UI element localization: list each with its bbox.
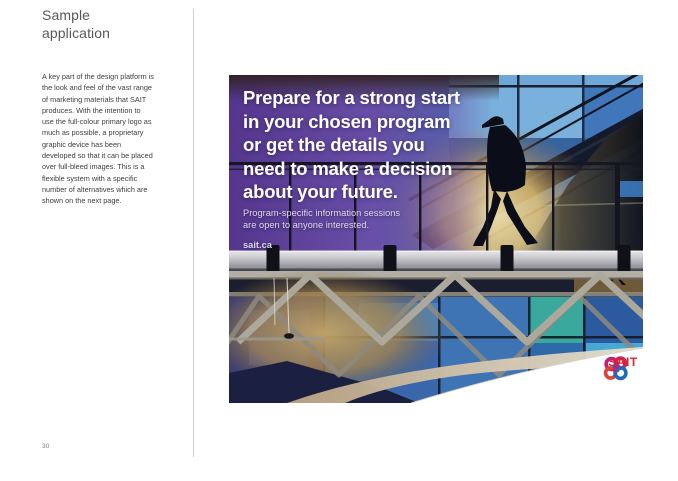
headline-line: or get the details you xyxy=(243,134,425,155)
poster-sample-ad xyxy=(229,75,643,403)
headline-line: Prepare for a strong start xyxy=(243,87,460,108)
poster-headline xyxy=(243,86,460,204)
page-number: 30 xyxy=(42,443,50,450)
headline-line: about your future. xyxy=(243,181,398,202)
subtext-line: are open to anyone interested. xyxy=(243,220,370,230)
poster-url: sait.ca xyxy=(243,240,272,250)
page-title: Sample application xyxy=(42,7,111,41)
headline-line: in your chosen program xyxy=(243,110,451,132)
sait-logo-wordmark: SAIT xyxy=(608,355,638,369)
sait-logo xyxy=(601,355,643,368)
headline-line: need to make a decision xyxy=(243,157,453,179)
subtext-line: Program-specific information sessions xyxy=(243,208,401,218)
divider-line xyxy=(193,9,194,457)
poster-subtext xyxy=(243,207,400,231)
body-text: A key part of the design platform is the look and feel of the vast range of marketing materials that SAIT produces. With the intention to use the full-colour primary logo as much as possible, a proprietary graphic device has been developed so that it can be placed over full-bleed images. This is a flexible system with a specific number of alternatives which are shown on the next page. xyxy=(42,72,154,206)
sait-logo-knot-icon xyxy=(601,355,631,382)
